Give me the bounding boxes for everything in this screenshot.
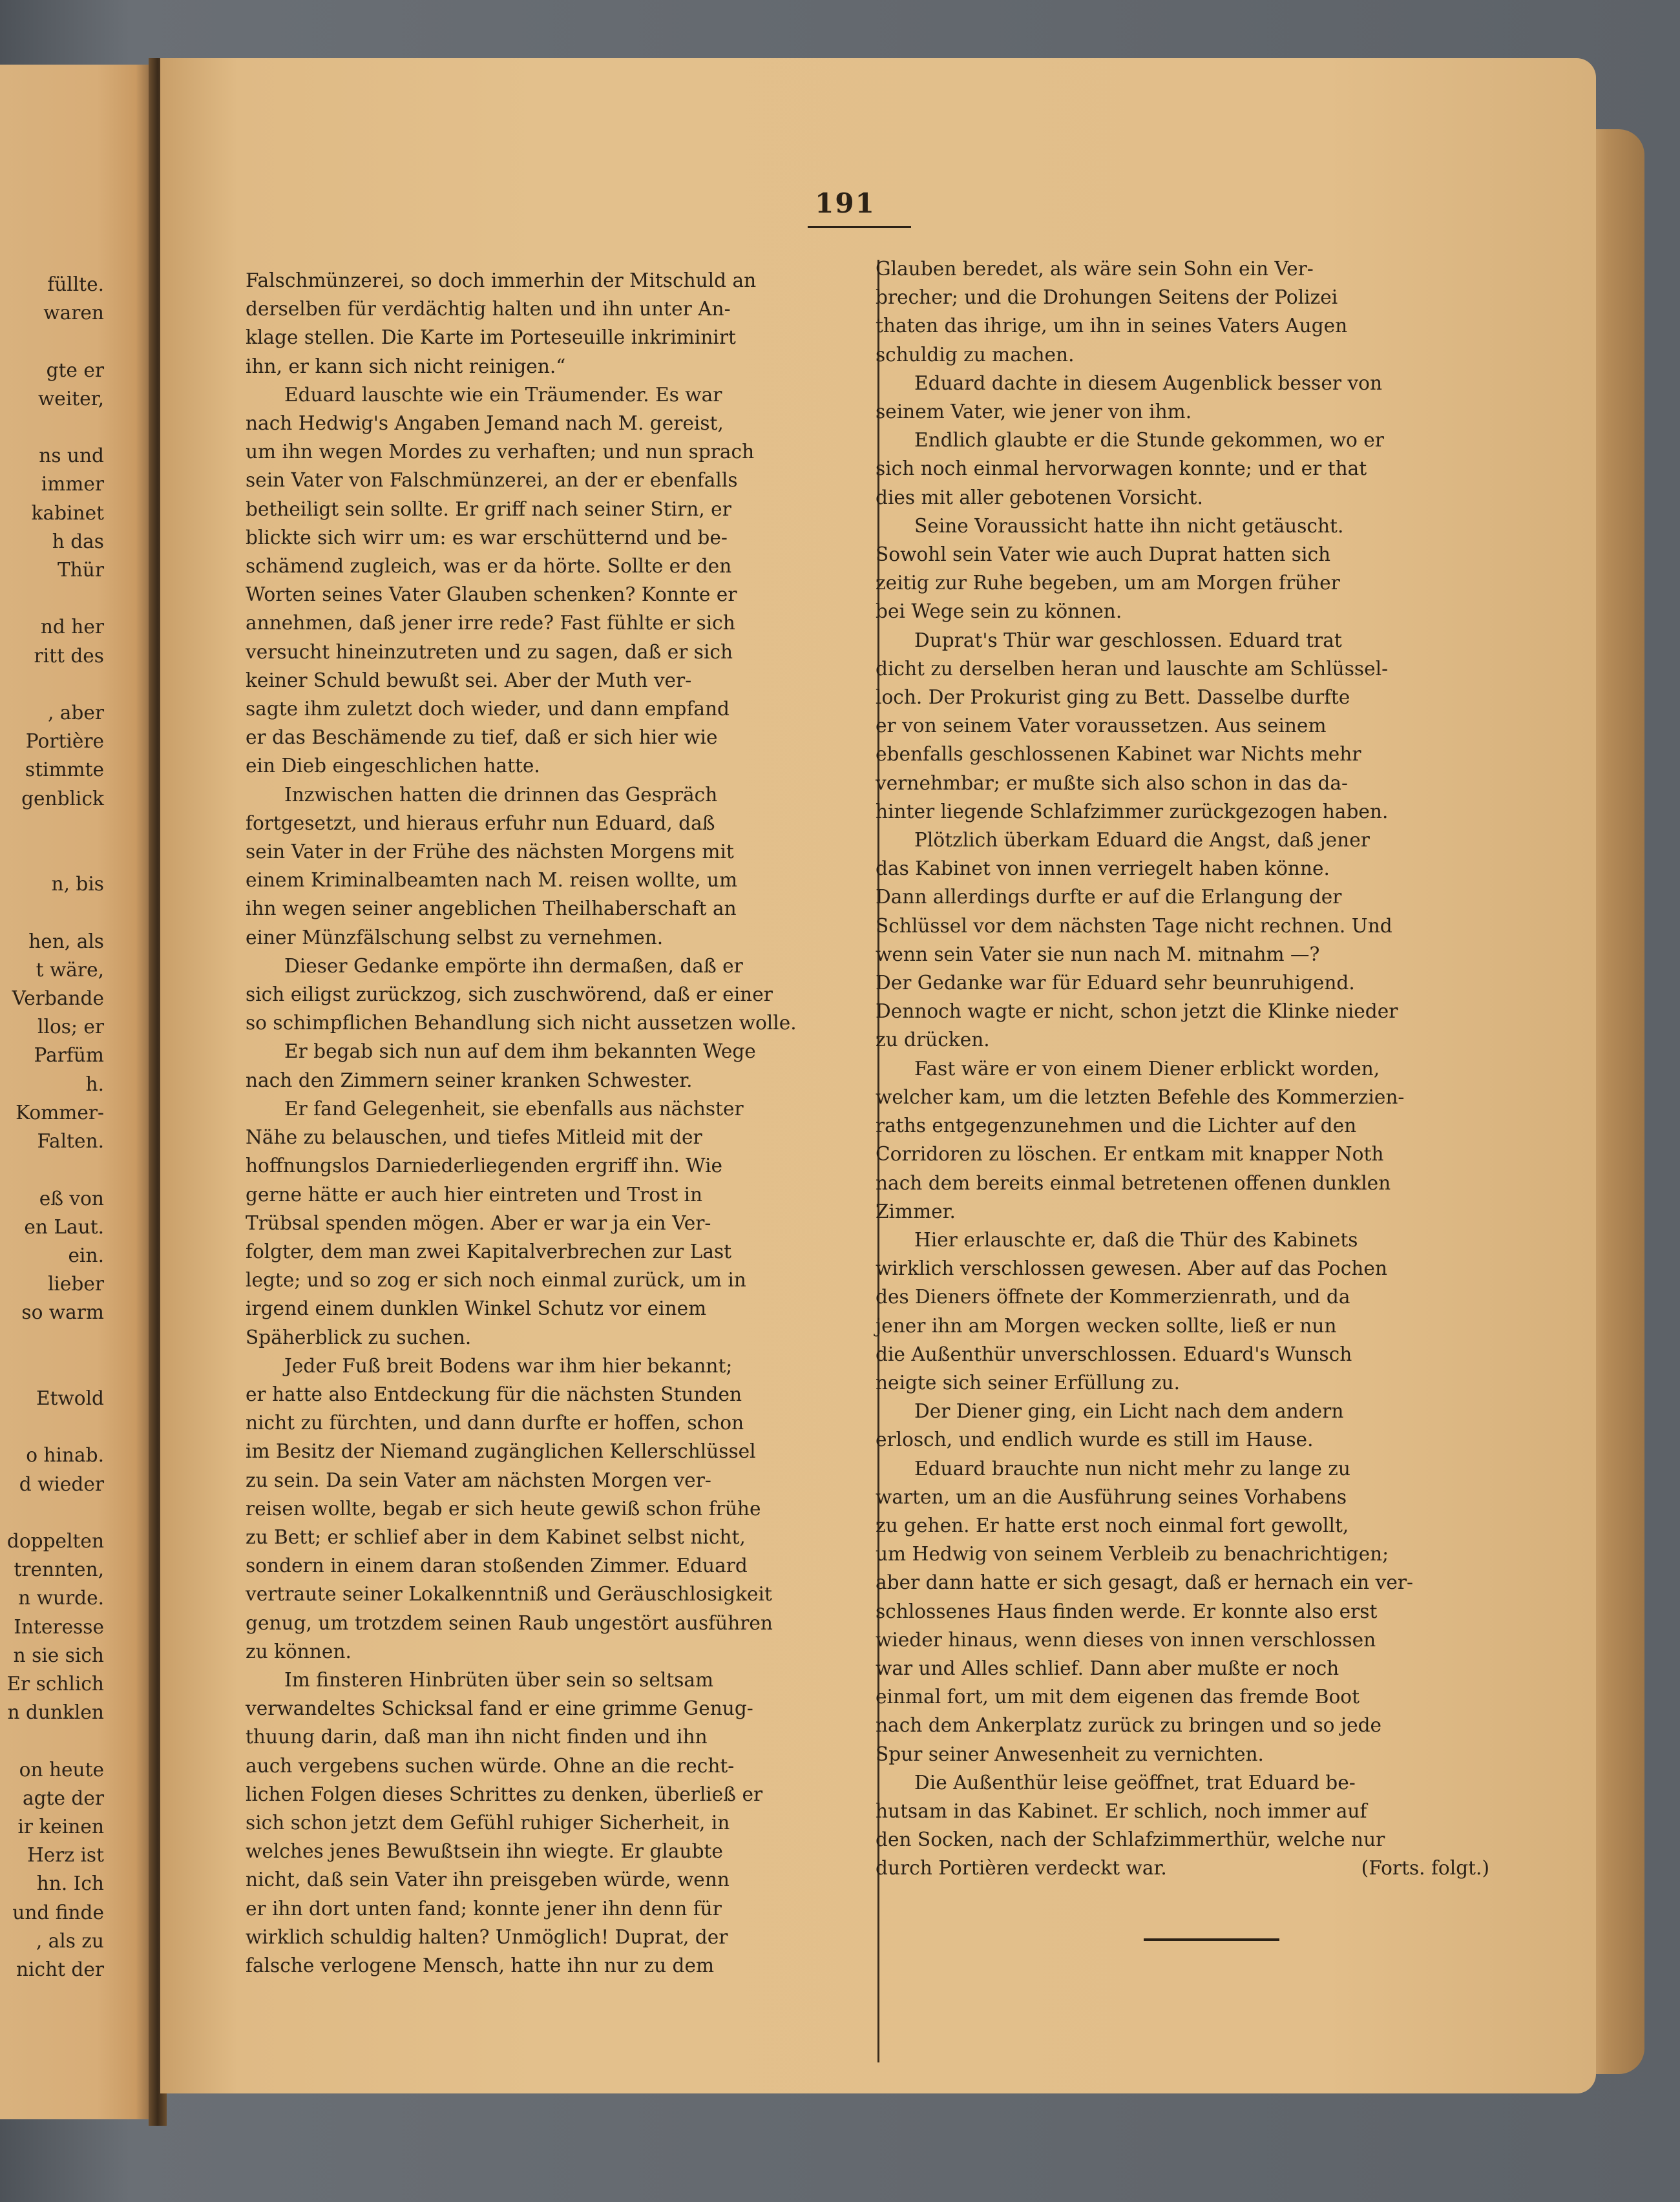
text-line: ihn wegen seiner angeblichen Theilhaberschaft an	[246, 897, 737, 920]
left-page-fragment	[0, 1498, 145, 1527]
text-line: nicht, daß sein Vater ihn preisgeben würde, wenn	[246, 1869, 730, 1891]
left-page-fragment	[0, 1412, 145, 1441]
text-line: Nähe zu belauschen, und tiefes Mitleid mit der	[246, 1126, 702, 1149]
left-page-fragment: lieber	[47, 1273, 104, 1295]
text-line: versucht hineinzutreten und zu sagen, daß er sich	[246, 640, 733, 663]
left-page-fragment: füllte.	[47, 273, 104, 295]
text-line: zu gehen. Er hatte erst noch einmal fort gewollt,	[876, 1514, 1349, 1536]
left-page-fragment: so warm	[21, 1301, 104, 1324]
left-page-fragment	[0, 1155, 145, 1184]
text-line: derselben für verdächtig halten und ihn unter An-	[246, 298, 731, 320]
left-page-fragment	[0, 327, 145, 355]
text-line: fortgesetzt, und hieraus erfuhr nun Eduard, daß	[246, 812, 715, 834]
text-line: zu Bett; er schlief aber in dem Kabinet selbst nicht,	[246, 1526, 746, 1548]
left-page-fragment: agte der	[22, 1787, 104, 1809]
text-line: zeitig zur Ruhe begeben, um am Morgen früher	[876, 572, 1340, 594]
left-page-fragment: Etwold	[36, 1387, 104, 1409]
text-line: Corridoren zu löschen. Er entkam mit knapper Noth	[876, 1143, 1384, 1166]
text-line: wirklich schuldig halten? Unmöglich! Duprat, der	[246, 1925, 728, 1948]
right-page	[160, 58, 1596, 2093]
text-line: nach dem bereits einmal betretenen offenen dunklen	[876, 1171, 1391, 1194]
left-page-fragment: , als zu	[36, 1929, 104, 1952]
text-line: sondern in einem daran stoßenden Zimmer. Eduard	[246, 1555, 748, 1577]
text-line: falsche verlogene Mensch, hatte ihn nur zu dem	[246, 1954, 715, 1977]
text-line: Fast wäre er von einem Diener erblickt worden,	[914, 1057, 1380, 1080]
left-page-fragment: Portière	[25, 730, 104, 753]
text-line: des Dieners öffnete der Kommerzienrath, und da	[876, 1286, 1350, 1308]
text-line: verwandeltes Schicksal fand er eine grimme Genug-	[246, 1697, 753, 1720]
text-line: bei Wege sein zu können.	[876, 600, 1122, 623]
text-line: warten, um an die Ausführung seines Vorhabens	[876, 1485, 1347, 1508]
text-line: Er fand Gelegenheit, sie ebenfalls aus nächster	[284, 1097, 744, 1120]
text-line: neigte sich seiner Erfüllung zu.	[876, 1371, 1181, 1394]
text-line: seinem Vater, wie jener von ihm.	[876, 401, 1192, 423]
page-number-rule	[808, 226, 911, 228]
text-line: auch vergebens suchen würde. Ohne an die recht-	[246, 1754, 735, 1777]
text-line: welcher kam, um die letzten Befehle des Kommerzien-	[876, 1085, 1405, 1108]
text-line: Der Gedanke war für Eduard sehr beunruhigend.	[876, 972, 1355, 994]
text-line: zu sein. Da sein Vater am nächsten Morgen ver-	[246, 1469, 711, 1491]
text-line: gerne hätte er auch hier eintreten und Trost in	[246, 1183, 703, 1206]
text-line: nach dem Ankerplatz zurück zu bringen und so jede	[876, 1714, 1382, 1737]
left-page-fragment: Verbande	[12, 987, 104, 1010]
text-line: dies mit aller gebotenen Vorsicht.	[876, 486, 1203, 509]
text-line: wirklich verschlossen gewesen. Aber auf das Pochen	[876, 1257, 1387, 1280]
text-line: Zimmer.	[876, 1200, 956, 1222]
text-line: Endlich glaubte er die Stunde gekommen, wo er	[914, 429, 1384, 452]
text-line: Im finsteren Hinbrüten über sein so seltsam	[284, 1668, 714, 1691]
left-page-fragment: n sie sich	[13, 1644, 104, 1666]
text-line: Dieser Gedanke empörte ihn dermaßen, daß er	[284, 954, 743, 977]
left-page-fragment: t wäre,	[36, 958, 104, 981]
text-line: Die Außenthür leise geöffnet, trat Eduard be-	[914, 1771, 1356, 1794]
left-page-fragment: ir keinen	[17, 1815, 104, 1838]
left-page-fragment: h das	[52, 530, 104, 552]
text-line: folgter, dem man zwei Kapitalverbrechen zur Last	[246, 1240, 732, 1263]
text-line: ihn, er kann sich nicht reinigen.“	[246, 355, 566, 377]
text-line: vernehmbar; er mußte sich also schon in das da-	[876, 771, 1348, 794]
text-line: genug, um trotzdem seinen Raub ungestört ausführen	[246, 1611, 773, 1634]
text-line: den Socken, nach der Schlafzimmerthür, welche nur	[876, 1829, 1385, 1851]
text-line: um ihn wegen Mordes zu verhaften; und nun sprach	[246, 441, 755, 463]
text-line: Seine Voraussicht hatte ihn nicht getäuscht.	[914, 514, 1344, 537]
text-line: Hier erlauschte er, daß die Thür des Kabinets	[914, 1228, 1358, 1251]
left-page-fragment: genblick	[21, 787, 104, 810]
left-page-fragment: eß von	[39, 1187, 104, 1210]
left-page-fragment	[0, 898, 145, 927]
left-page-fragment	[0, 413, 145, 441]
text-line: schuldig zu machen.	[876, 343, 1075, 366]
left-page-fragment: ritt des	[34, 644, 104, 667]
left-page-fragment: Thür	[57, 559, 104, 582]
text-line: Der Diener ging, ein Licht nach dem andern	[914, 1400, 1344, 1423]
left-page-fragment: on heute	[19, 1758, 104, 1781]
left-page-fragment	[0, 1327, 145, 1356]
text-line: ein Dieb eingeschlichen hatte.	[246, 755, 540, 777]
text-column-1	[246, 266, 853, 1980]
text-line: hoffnungslos Darniederliegenden ergriff ihn. Wie	[246, 1155, 723, 1177]
left-page-fragment: o hinab.	[26, 1444, 104, 1467]
text-line: raths entgegenzunehmen und die Lichter auf den	[876, 1115, 1357, 1137]
continuation-note: (Forts. folgt.)	[1361, 1857, 1489, 1880]
text-line: durch Portièren verdeckt war. (Forts. folgt.)	[876, 1854, 1489, 1882]
text-line: Eduard brauchte nun nicht mehr zu lange zu	[914, 1457, 1350, 1480]
left-page-fragment: d wieder	[19, 1473, 104, 1495]
text-line: Plötzlich überkam Eduard die Angst, daß jener	[914, 829, 1370, 852]
left-page-fragment: n wurde.	[18, 1587, 104, 1610]
text-line: Trübsal spenden mögen. Aber er war ja ein Ver-	[246, 1211, 711, 1234]
left-page-fragment: kabinet	[31, 501, 104, 524]
text-line: Späherblick zu suchen.	[246, 1326, 472, 1348]
text-line: Er begab sich nun auf dem ihm bekannten Wege	[284, 1040, 756, 1063]
left-page-fragment: immer	[41, 473, 104, 496]
text-line: Dann allerdings durfte er auf die Erlangung der	[876, 886, 1342, 908]
text-line: nicht zu fürchten, und dann durfte er hoffen, schon	[246, 1412, 744, 1434]
text-line: zu drücken.	[876, 1029, 990, 1051]
text-line: sich noch einmal hervorwagen konnte; und er that	[876, 457, 1367, 480]
left-page-fragment: , aber	[47, 702, 104, 724]
text-line: er das Beschämende zu tief, daß er sich hier wie	[246, 726, 718, 749]
text-line: ebenfalls geschlossenen Kabinet war Nichts mehr	[876, 743, 1361, 766]
text-line: war und Alles schlief. Dann aber mußte er noch	[876, 1657, 1339, 1679]
text-line: wenn sein Vater sie nun nach M. mitnahm —?	[876, 943, 1320, 965]
left-page-fragment: hn. Ich	[36, 1872, 104, 1895]
text-line: hutsam in das Kabinet. Er schlich, noch immer auf	[876, 1799, 1367, 1822]
text-line: Spur seiner Anwesenheit zu vernichten.	[876, 1743, 1264, 1765]
text-line: wieder hinaus, wenn dieses von innen verschlossen	[876, 1628, 1376, 1651]
text-line: das Kabinet von innen verriegelt haben könne.	[876, 857, 1330, 880]
text-line: reisen wollte, begab er sich heute gewiß schon frühe	[246, 1497, 761, 1520]
text-line: welches jenes Bewußtsein ihn wiegte. Er glaubte	[246, 1840, 723, 1863]
text-line: sich schon jetzt dem Gefühl ruhiger Sicherheit, in	[246, 1811, 730, 1834]
left-page-fragment: Herz ist	[26, 1844, 104, 1867]
text-line: einem Kriminalbeamten nach M. reisen wollte, um	[246, 869, 738, 892]
left-page-fragment: waren	[43, 302, 104, 324]
left-page-fragment: n dunklen	[7, 1701, 104, 1724]
left-page-fragment	[0, 813, 145, 841]
page-number: 191	[815, 187, 876, 219]
left-page-fragment: llos; er	[37, 1016, 104, 1038]
text-line: Jeder Fuß breit Bodens war ihm hier bekannt;	[284, 1354, 733, 1377]
left-page-fragment: doppelten	[6, 1529, 104, 1552]
text-line: dicht zu derselben heran und lauschte am Schlüssel-	[876, 657, 1389, 680]
text-line: Dennoch wagte er nicht, schon jetzt die Klinke nieder	[876, 1000, 1398, 1023]
text-column-2	[876, 255, 1489, 1883]
left-page-fragment: weiter,	[37, 387, 104, 410]
text-line: aber dann hatte er sich gesagt, daß er hernach ein ver-	[876, 1571, 1413, 1594]
text-line: irgend einem dunklen Winkel Schutz vor einem	[246, 1297, 707, 1320]
text-line: er hatte also Entdeckung für die nächsten Stunden	[246, 1383, 742, 1405]
left-page-fragment: n, bis	[51, 873, 104, 896]
left-page-fragment: Er schlich	[6, 1672, 104, 1695]
text-line: keiner Schuld bewußt sei. Aber der Muth ver-	[246, 669, 692, 691]
text-line: hinter liegende Schlafzimmer zurückgezogen haben.	[876, 800, 1389, 823]
left-page-fragment: Falten.	[37, 1130, 104, 1153]
left-page	[0, 65, 152, 2119]
left-page-fragment	[0, 1356, 145, 1384]
text-line: so schimpflichen Behandlung sich nicht aussetzen wolle.	[246, 1012, 797, 1034]
text-line: Falschmünzerei, so doch immerhin der Mitschuld an	[246, 269, 757, 291]
text-line: sich eiligst zurückzog, sich zuschwörend, daß er einer	[246, 983, 773, 1006]
text-line: annehmen, daß jener irre rede? Fast fühlte er sich	[246, 612, 735, 634]
left-page-text-fragments	[0, 270, 145, 1984]
left-page-fragment	[0, 841, 145, 870]
text-line: Schlüssel vor dem nächsten Tage nicht rechnen. Und	[876, 914, 1392, 937]
text-line: um Hedwig von seinem Verbleib zu benachrichtigen;	[876, 1543, 1389, 1566]
text-line: sein Vater von Falschmünzerei, an der er ebenfalls	[246, 469, 738, 492]
text-line: im Besitz der Niemand zugänglichen Kellerschlüssel	[246, 1440, 756, 1463]
text-line: sagte ihm zuletzt doch wieder, und dann empfand	[246, 698, 730, 720]
text-line: nach den Zimmern seiner kranken Schwester.	[246, 1069, 693, 1091]
text-line: Worten seines Vater Glauben schenken? Konnte er	[246, 583, 737, 606]
left-page-fragment: Kommer-	[16, 1101, 104, 1124]
end-rule	[1144, 1938, 1279, 1941]
text-line: die Außenthür unverschlossen. Eduard's Wunsch	[876, 1343, 1352, 1365]
left-page-fragment	[0, 1726, 145, 1755]
left-page-fragment: nd her	[40, 616, 104, 638]
left-page-fragment: stimmte	[25, 759, 104, 781]
text-line: brecher; und die Drohungen Seitens der Polizei	[876, 286, 1338, 309]
left-page-fragment: gte er	[46, 359, 104, 381]
text-line: loch. Der Prokurist ging zu Bett. Dasselbe durfte	[876, 686, 1350, 709]
text-line: Duprat's Thür war geschlossen. Eduard trat	[914, 629, 1342, 651]
left-page-fragment: nicht der	[16, 1958, 104, 1980]
text-line: lichen Folgen dieses Schrittes zu denken, überließ er	[246, 1783, 763, 1805]
text-line: Sowohl sein Vater wie auch Duprat hatten sich	[876, 543, 1331, 566]
left-page-fragment: ein.	[68, 1244, 104, 1266]
text-line: legte; und so zog er sich noch einmal zurück, um in	[246, 1269, 746, 1292]
text-line: nach Hedwig's Angaben Jemand nach M. gereist,	[246, 412, 724, 435]
text-line: Eduard dachte in diesem Augenblick besser von	[914, 372, 1383, 394]
text-line: einmal fort, um mit dem eigenen das fremde Boot	[876, 1686, 1360, 1708]
left-page-fragment: trennten,	[14, 1558, 104, 1581]
left-page-fragment: h.	[85, 1073, 104, 1095]
text-line: vertraute seiner Lokalkenntniß und Geräuschlosigkeit	[246, 1583, 772, 1606]
text-line: thuung darin, daß man ihn nicht finden und ihn	[246, 1726, 708, 1748]
text-line: einer Münzfälschung selbst zu vernehmen.	[246, 926, 664, 949]
left-page-fragment: und finde	[12, 1901, 104, 1924]
left-page-fragment	[0, 584, 145, 613]
text-line: betheiligt sein sollte. Er griff nach seiner Stirn, er	[246, 498, 731, 520]
text-line: jener ihn am Morgen wecken sollte, ließ er nun	[876, 1314, 1337, 1337]
left-page-fragment	[0, 670, 145, 698]
left-page-fragment: ns und	[39, 445, 104, 467]
text-line: zu können.	[246, 1640, 352, 1662]
left-page-fragment: en Laut.	[24, 1215, 104, 1238]
left-page-fragment: hen, als	[28, 930, 104, 952]
text-line: Inzwischen hatten die drinnen das Gespräch	[284, 783, 718, 806]
left-page-fragment: Interesse	[14, 1615, 104, 1638]
text-line: Eduard lauschte wie ein Träumender. Es war	[284, 383, 722, 406]
text-line: Glauben beredet, als wäre sein Sohn ein Ver-	[876, 258, 1314, 280]
text-line: thaten das ihrige, um ihn in seines Vaters Augen	[876, 315, 1348, 337]
text-line: er von seinem Vater voraussetzen. Aus seinem	[876, 715, 1327, 737]
text-line: schlossenes Haus finden werde. Er konnte also erst	[876, 1600, 1378, 1622]
left-page-fragment: Parfüm	[34, 1044, 104, 1067]
text-line: blickte sich wirr um: es war erschütternd und be-	[246, 526, 728, 549]
text-line: sein Vater in der Frühe des nächsten Morgens mit	[246, 841, 734, 863]
text-line: er ihn dort unten fand; konnte jener ihn denn für	[246, 1897, 722, 1920]
text-line: erlosch, und endlich wurde es still im Hause.	[876, 1429, 1314, 1451]
text-line: klage stellen. Die Karte im Porteseuille inkriminirt	[246, 326, 736, 349]
text-line: schämend zugleich, was er da hörte. Sollte er den	[246, 555, 732, 578]
